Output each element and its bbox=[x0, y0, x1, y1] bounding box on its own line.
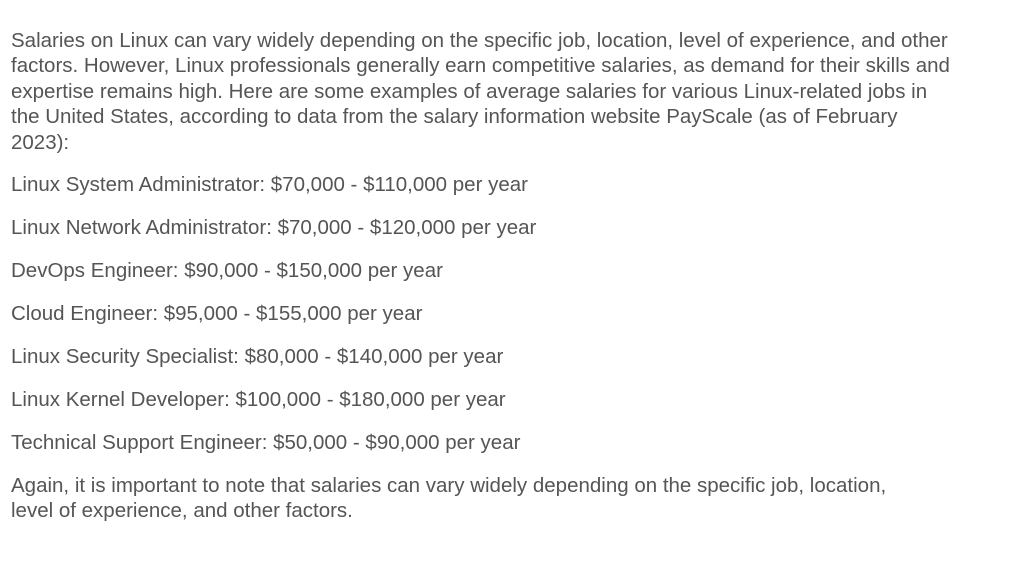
salary-item-kernel-developer: Linux Kernel Developer: $100,000 - $180,000 per year bbox=[11, 388, 506, 412]
document-body bbox=[11, 28, 1001, 541]
salary-item-technical-support-engineer: Technical Support Engineer: $50,000 - $90,000 per year bbox=[11, 431, 521, 455]
salary-item-security-specialist: Linux Security Specialist: $80,000 - $140,000 per year bbox=[11, 345, 504, 369]
salary-list bbox=[11, 172, 1001, 455]
salary-item-devops-engineer: DevOps Engineer: $90,000 - $150,000 per year bbox=[11, 259, 443, 283]
salary-item-network-administrator: Linux Network Administrator: $70,000 - $120,000 per year bbox=[11, 216, 537, 240]
salary-item-cloud-engineer: Cloud Engineer: $95,000 - $155,000 per year bbox=[11, 302, 423, 326]
closing-paragraph: Again, it is important to note that salaries can vary widely depending on the specific job, location, level of experience, and other factors. bbox=[11, 474, 887, 523]
intro-paragraph: Salaries on Linux can vary widely depending on the specific job, location, level of experience, and other factors. However, Linux professionals generally earn competitive salaries, as demand for their skills and expertise remains high. Here are some examples of average salaries for various Linux-related jobs in the United States, according to data from the salary information website PayScale (as of February 2023): bbox=[11, 29, 950, 154]
salary-item-system-administrator: Linux System Administrator: $70,000 - $110,000 per year bbox=[11, 173, 528, 197]
